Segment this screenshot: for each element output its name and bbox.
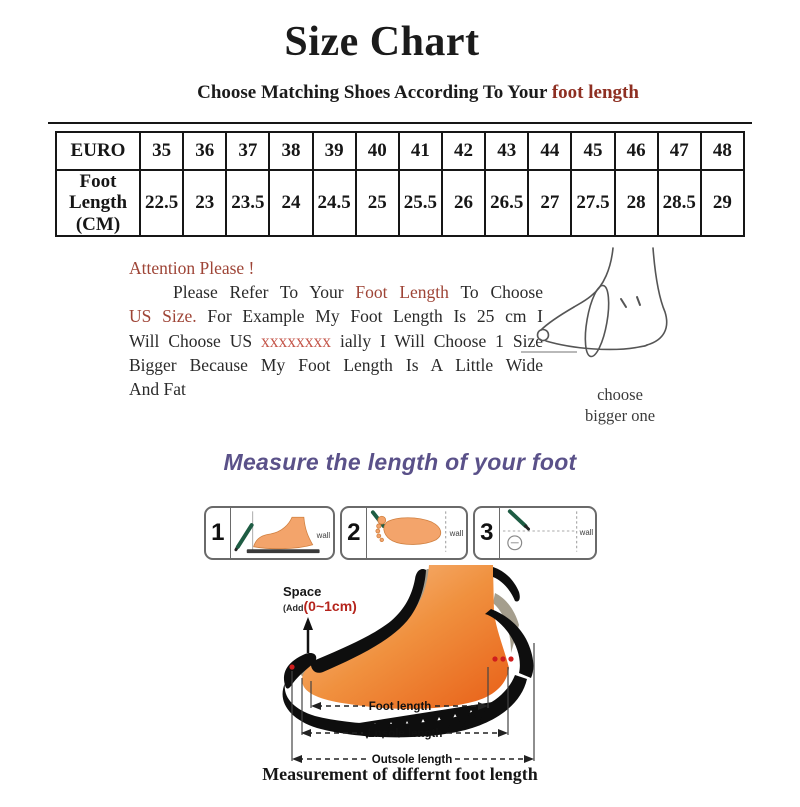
foot-length-cell: 23	[183, 170, 226, 236]
measure-step-3	[473, 506, 597, 560]
attention-line: Bigger Because My Foot Length Is A Little Wide	[129, 354, 543, 375]
foot-length-cell: 25.5	[399, 170, 442, 236]
euro-size-row	[56, 132, 744, 170]
outsole-length-label: Outsole length	[371, 754, 453, 766]
step-number: 2	[342, 508, 367, 558]
note-leader-line	[521, 351, 577, 353]
euro-size-cell: 44	[528, 132, 571, 170]
measure-steps	[204, 506, 597, 560]
mark-distance-icon	[500, 508, 595, 557]
measure-step-1	[204, 506, 335, 560]
subtitle-highlight: foot length	[551, 82, 639, 103]
euro-size-cell: 39	[313, 132, 356, 170]
subtitle	[36, 82, 800, 104]
foot-length-cell: 26	[442, 170, 485, 236]
foot-length-header-cell	[56, 170, 140, 236]
foot-side-measure-icon	[231, 508, 333, 557]
attention-line: And Fat	[129, 379, 186, 400]
foot-length-label: Foot length	[368, 701, 432, 713]
step-number: 1	[206, 508, 231, 558]
step-number: 3	[475, 508, 500, 558]
euro-size-cell: 42	[442, 132, 485, 170]
euro-size-cell: 36	[183, 132, 226, 170]
svg-text:wall: wall	[449, 528, 463, 538]
foot-length-cell: 24.5	[313, 170, 356, 236]
euro-size-cell: 45	[571, 132, 614, 170]
row-label-line: (CM)	[75, 213, 121, 235]
measure-step-2	[340, 506, 468, 560]
size-table	[55, 131, 745, 237]
euro-header-cell: EURO	[56, 132, 140, 170]
table-top-rule	[48, 122, 752, 124]
foot-length-cell: 28.5	[658, 170, 701, 236]
euro-size-cell: 48	[701, 132, 744, 170]
foot-tape-sketch-icon	[533, 246, 765, 384]
euro-size-cell: 47	[658, 132, 701, 170]
foot-length-cell: 22.5	[140, 170, 183, 236]
attention-line: US Size. For Example My Foot Length Is 25 cm I	[129, 306, 544, 327]
row-label-line: Length	[68, 192, 128, 214]
attention-heading-text: Attention Please !	[129, 258, 255, 278]
foot-length-cell: 27	[528, 170, 571, 236]
svg-text:wall: wall	[316, 530, 330, 540]
foot-length-cell: 25	[356, 170, 399, 236]
euro-size-cell: 37	[226, 132, 269, 170]
svg-text:wall: wall	[579, 527, 593, 537]
euro-size-cell: 43	[485, 132, 528, 170]
foot-length-cell: 28	[615, 170, 658, 236]
page-title: Size Chart	[284, 19, 480, 65]
attention-line: Please Refer To Your Foot Length To Choose	[173, 282, 544, 303]
foot-length-cell: 24	[269, 170, 312, 236]
foot-length-cell: 26.5	[485, 170, 528, 236]
euro-size-cell: 38	[269, 132, 312, 170]
euro-size-cell: 41	[399, 132, 442, 170]
attention-note	[129, 256, 543, 401]
foot-length-cell: 29	[701, 170, 744, 236]
attention-heading	[129, 256, 543, 280]
foot-length-row	[56, 170, 744, 236]
foot-length-cell: 27.5	[571, 170, 614, 236]
measure-heading: Measure the length of your foot	[223, 449, 577, 475]
euro-size-cell: 35	[140, 132, 183, 170]
row-label-line: Foot	[79, 171, 117, 192]
insole-length-label: Lnsole length	[367, 728, 443, 740]
bottom-caption: Measurement of differnt foot length	[262, 764, 538, 784]
foot-shape	[302, 565, 509, 709]
choose-bigger-note: choose bigger one	[584, 385, 656, 425]
subtitle-text: Choose Matching Shoes According To Your	[197, 82, 552, 103]
attention-line: Will Choose US xxxxxxxx ially I Will Choose 1 Size	[129, 330, 543, 351]
euro-size-cell: 40	[356, 132, 399, 170]
euro-size-cell: 46	[615, 132, 658, 170]
foot-length-diagram	[281, 563, 549, 770]
space-arrow	[303, 617, 313, 653]
space-label: Space (Add(0~1cm)	[283, 584, 357, 614]
foot-length-cell: 23.5	[226, 170, 269, 236]
foot-top-measure-icon	[367, 508, 466, 557]
